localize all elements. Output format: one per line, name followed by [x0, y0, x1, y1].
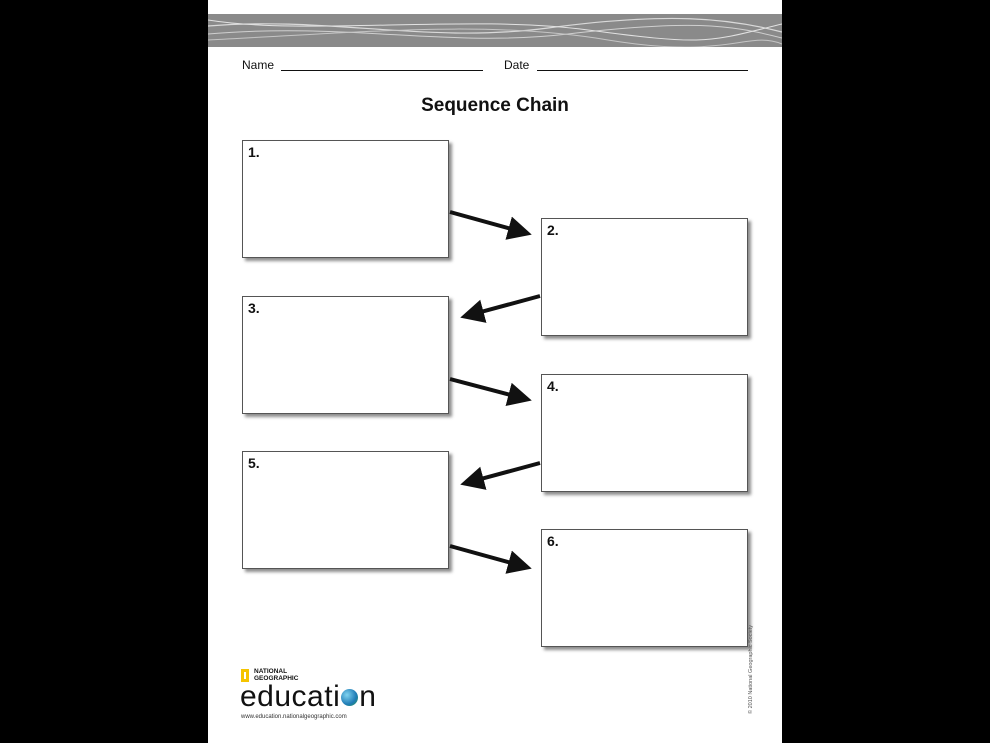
natgeo-logo-text: NATIONAL GEOGRAPHIC — [254, 668, 299, 682]
box-number: 4. — [547, 378, 559, 394]
arrow-1-to-2 — [450, 212, 526, 233]
worksheet-page — [208, 0, 782, 743]
education-brand — [240, 680, 376, 714]
arrow-5-to-6 — [450, 546, 526, 567]
arrow-4-to-5 — [466, 463, 540, 483]
box-number: 2. — [547, 222, 559, 238]
page-title: Sequence Chain — [421, 95, 569, 116]
box-number: 6. — [547, 533, 559, 549]
arrow-2-to-3 — [466, 296, 540, 316]
brand-text-suffix: n — [359, 680, 377, 713]
box-number: 5. — [248, 455, 260, 471]
arrow-3-to-4 — [450, 379, 526, 399]
copyright-notice: © 2010 National Geographic Society — [748, 624, 754, 714]
brand-text-prefix: educati — [240, 680, 341, 713]
sequence-arrows — [208, 0, 782, 743]
date-label: Date — [504, 58, 530, 72]
name-label: Name — [242, 58, 275, 72]
box-number: 1. — [248, 144, 260, 160]
box-number: 3. — [248, 300, 260, 316]
globe-icon — [341, 689, 358, 706]
website-url: www.education.nationalgeographic.com — [241, 714, 347, 720]
